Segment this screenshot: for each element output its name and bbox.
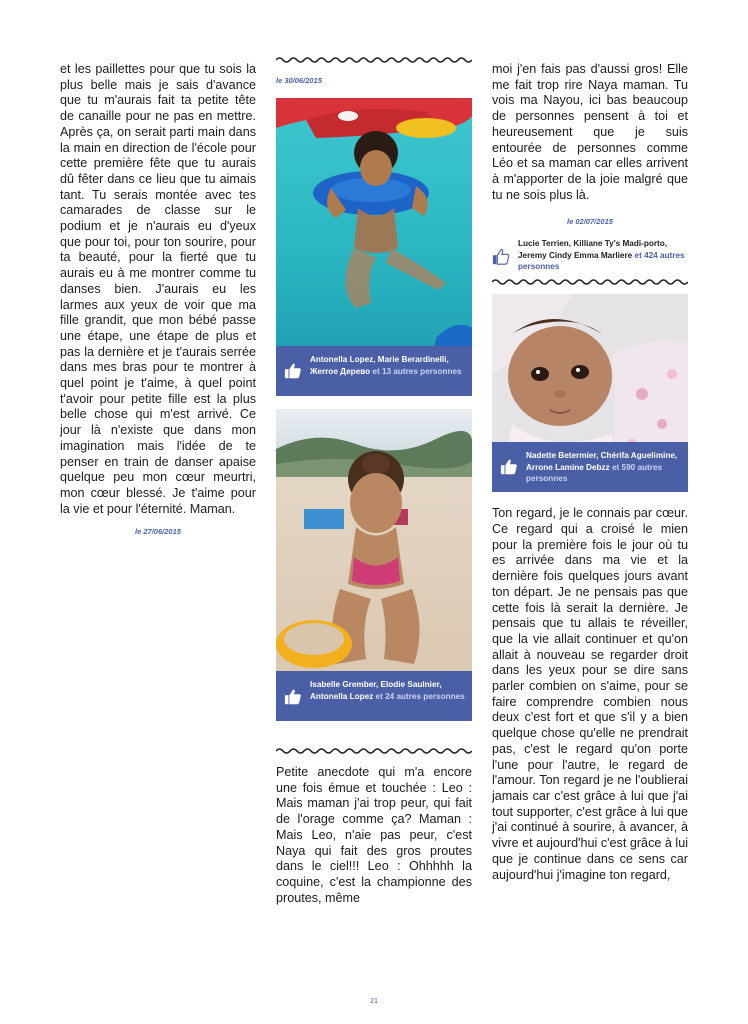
likes-count: et 590 autres personnes	[526, 462, 663, 484]
likes-names: Isabelle Grember, Elodie Saulnier, Antonella Lopez	[310, 680, 442, 701]
likes-names: Nadette Betermier, Chérifa Aguelimine, Arrone Lamine Debzz	[526, 451, 678, 472]
column-middle	[276, 56, 472, 906]
likes-bar-photo-beach[interactable]	[276, 671, 472, 721]
body-text-right-top: moi j'en fais pas d'aussi gros! Elle me fait trop rire Naya maman. Tu vois ma Nayou, ici bas beaucoup de personnes pensent à toi et heureusement que je suis entourée de personnes comme Léo et sa maman car elles arrivent à m'apporter de la joie malgré que tu ne sois plus là.	[492, 62, 688, 202]
photo-baby	[492, 294, 688, 492]
likes-bar-photo-pool[interactable]	[276, 346, 472, 396]
likes-names: Lucie Terrien, Killiane Ty's Madi-porto, Jeremy Cindy Emma Marliere	[518, 239, 668, 260]
likes-count: et 424 autres personnes	[518, 250, 685, 272]
wave-divider	[276, 56, 472, 64]
column-right	[492, 62, 688, 883]
likes-count: et 13 autres personnes	[370, 366, 462, 376]
like-thumb-icon	[284, 362, 302, 380]
like-thumb-icon	[492, 248, 510, 266]
likes-count: et 24 autres personnes	[373, 691, 465, 701]
date-label-right: le 02/07/2015	[567, 217, 613, 227]
column-left	[60, 62, 256, 536]
photo-beach	[276, 409, 472, 721]
photo-pool	[276, 98, 472, 396]
wave-divider	[276, 747, 472, 755]
like-thumb-icon	[284, 688, 302, 706]
date-label-middle: le 30/06/2015	[276, 76, 322, 85]
like-thumb-icon	[500, 458, 518, 476]
body-text-middle: Petite anecdote qui m'a encore une fois émue et touchée : Leo : Mais maman j'ai trop peur, qui fait de l'orage comme ça? Maman : Mais Leo, n'aie pas peur, c'est Naya qui fait des gros proutes dans le ciel!!! Leo : Ohhhhh la coquine, c'est la championne des proutes, même	[276, 765, 472, 905]
likes-names: Antonella Lopez, Marie Berardinelli, Жеrroe Дерево	[310, 355, 449, 376]
date-label-left: le 27/06/2015	[135, 527, 181, 537]
body-text-right-bottom: Ton regard, je le connais par cœur. Ce regard qui a croisé le mien pour la première fois le jour où tu es arrivée dans ma vie et la dernière fois quelques jours avant ton départ. Je ne pensais pas que cette fois là serait la dernière. Je pensais que tu allais te réveiller, que la vie allait continuer et qu'on allait à nouveau se regarder droit dans les yeux pour se dire sans parler combien on s'aime, pour se faire comprendre combien nous deux c'est fort et que s'il y a bien quelque chose qu'elle ne prendrait pas, c'est le regard qu'on porte l'une pour l'autre, le regard de l'amour. Ton regard je ne l'oublierai jamais car c'est grâce à lui que j'ai tout supporter, c'est grâce à lui que j'ai continué à sourire, à avancer, à vivre et aujourd'hui c'est grâce à lui que je continue dans ce sens car aujourd'hui j'imagine ton regard,	[492, 506, 688, 882]
body-text-left: et les paillettes pour que tu sois la plus belle mais je sais d'avance que tu m'aurais fait ta petite tête de canaille pour ne pas en mettre. Après ça, on serait parti main dans la main en direction de l'école pour cette première fête que tu aurais dû fêter dans ce lieu que tu aimais tant. Tu serais montée avec tes camarades de classe sur le podium et je n'aurais eu d'yeux que pour toi, pour ton sourire, pour ta beauté, pour la fierté que tu aurais eu à me montrer comme tu danses bien. J'aurais eu les larmes aux yeux de voir que ma fille grandit, que mon bébé passe une étape, une étape de plus et pas la dernière et je t'aurais serrée dans mes bras pour te montrer à quel point je t'aime, à quel point t'avoir pour petite fille est la plus belle chose qui m'est arrivé. Ce jour là n'existe que dans mon imagination mais l'idée de te penser en train de danser apaise quelque peu mon cœur meurtri, mon cœur blessé. Je t'aime pour la vie et pour l'éternité. Maman.	[60, 62, 256, 516]
likes-block-right[interactable]	[492, 226, 688, 278]
page-number: 21	[370, 998, 378, 1005]
likes-bar-photo-baby[interactable]	[492, 442, 688, 492]
wave-divider	[492, 278, 688, 286]
